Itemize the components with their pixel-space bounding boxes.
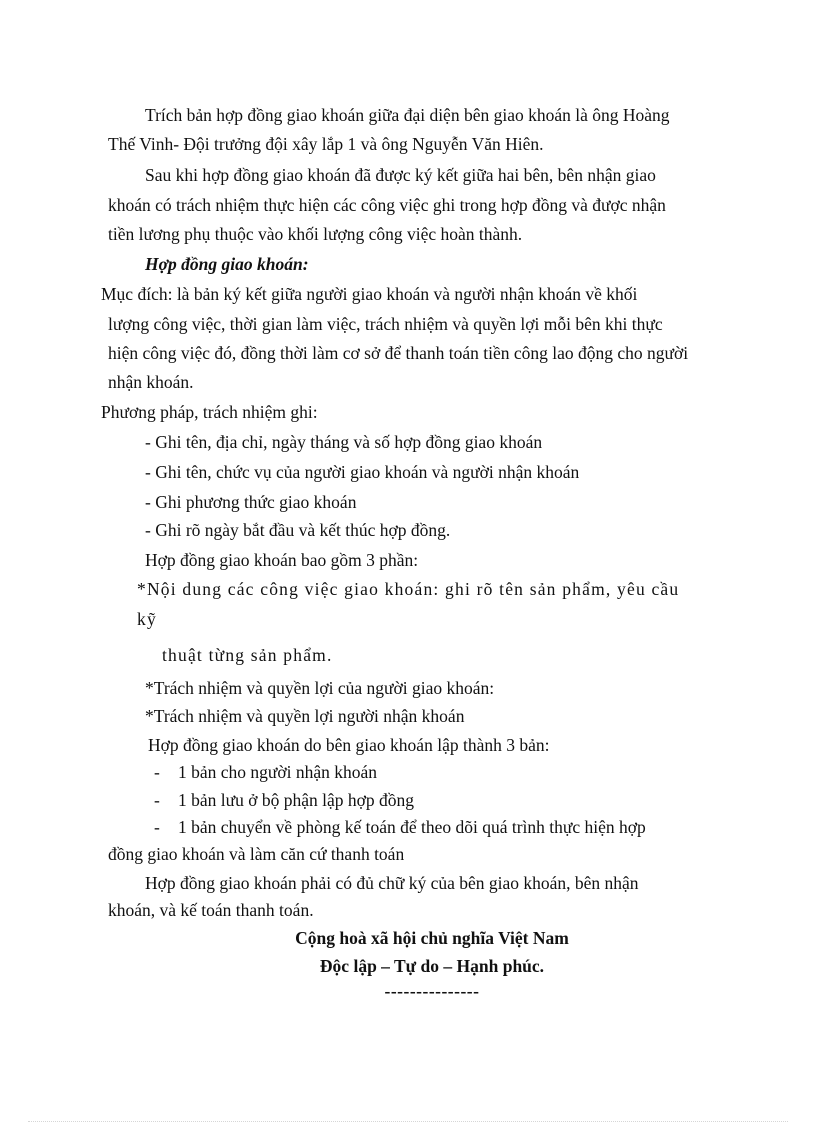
part-1-line-1: *Nội dung các công việc giao khoán: ghi rõ tên sản phẩm, yêu cầu (137, 579, 680, 599)
copies-intro: Hợp đồng giao khoán do bên giao khoán lập thành 3 bản: (148, 735, 550, 755)
motto-divider: --------------- (384, 981, 480, 1001)
copy-3-line-2: đồng giao khoán và làm căn cứ thanh toán (108, 844, 405, 864)
list-item: - Ghi rõ ngày bắt đầu và kết thúc hợp đồng. (145, 520, 451, 540)
list-item: - Ghi tên, địa chỉ, ngày tháng và số hợp đồng giao khoán (145, 432, 543, 452)
paragraph-1-line-2: Thế Vinh- Đội trưởng đội xây lắp 1 và ông Nguyễn Văn Hiên. (108, 134, 544, 154)
paragraph-3-line-1: Mục đích: là bản ký kết giữa người giao khoán và người nhận khoán về khối (101, 284, 638, 304)
part-1-line-2: kỹ (137, 609, 157, 629)
paragraph-2-line-1: Sau khi hợp đồng giao khoán đã được ký kết giữa hai bên, bên nhận giao (145, 165, 656, 185)
copy-1: 1 bản cho người nhận khoán (178, 762, 378, 782)
paragraph-1-line-1: Trích bản hợp đồng giao khoán giữa đại diện bên giao khoán là ông Hoàng (145, 105, 670, 125)
paragraph-3-line-4: nhận khoán. (108, 372, 194, 392)
national-motto-line-1: Cộng hoà xã hội chủ nghĩa Việt Nam (295, 928, 569, 948)
list-item: - Ghi tên, chức vụ của người giao khoán và người nhận khoán (145, 462, 580, 482)
national-motto-line-2: Độc lập – Tự do – Hạnh phúc. (319, 956, 545, 976)
part-3: *Trách nhiệm và quyền lợi người nhận khoán (145, 706, 465, 726)
list-item: - Ghi phương thức giao khoán (145, 492, 357, 512)
paragraph-4: Phương pháp, trách nhiệm ghi: (101, 402, 318, 422)
signature-paragraph-line-1: Hợp đồng giao khoán phải có đủ chữ ký của bên giao khoán, bên nhận (145, 873, 639, 893)
section-heading: Hợp đồng giao khoán: (145, 254, 309, 274)
paragraph-3-line-2: lượng công việc, thời gian làm việc, trách nhiệm và quyền lợi mỗi bên khi thực (108, 314, 663, 334)
parts-intro: Hợp đồng giao khoán bao gồm 3 phần: (145, 550, 419, 570)
bullet: - (154, 790, 160, 810)
bullet: - (154, 817, 160, 837)
paragraph-2-line-3: tiền lương phụ thuộc vào khối lượng công việc hoàn thành. (108, 224, 523, 244)
paragraph-3-line-3: hiện công việc đó, đồng thời làm cơ sở để thanh toán tiền công lao động cho người (108, 343, 689, 363)
copy-3-line-1: 1 bản chuyển về phòng kế toán để theo dõi quá trình thực hiện hợp (178, 817, 646, 837)
part-2: *Trách nhiệm và quyền lợi của người giao khoán: (145, 678, 495, 698)
bullet: - (154, 762, 160, 782)
copy-2: 1 bản lưu ở bộ phận lập hợp đồng (178, 790, 415, 810)
page-bottom-border (28, 1121, 788, 1122)
paragraph-2-line-2: khoán có trách nhiệm thực hiện các công việc ghi trong hợp đồng và được nhận (108, 195, 666, 215)
signature-paragraph-line-2: khoán, và kế toán thanh toán. (108, 900, 314, 920)
part-1-line-3: thuật từng sản phẩm. (162, 645, 333, 665)
